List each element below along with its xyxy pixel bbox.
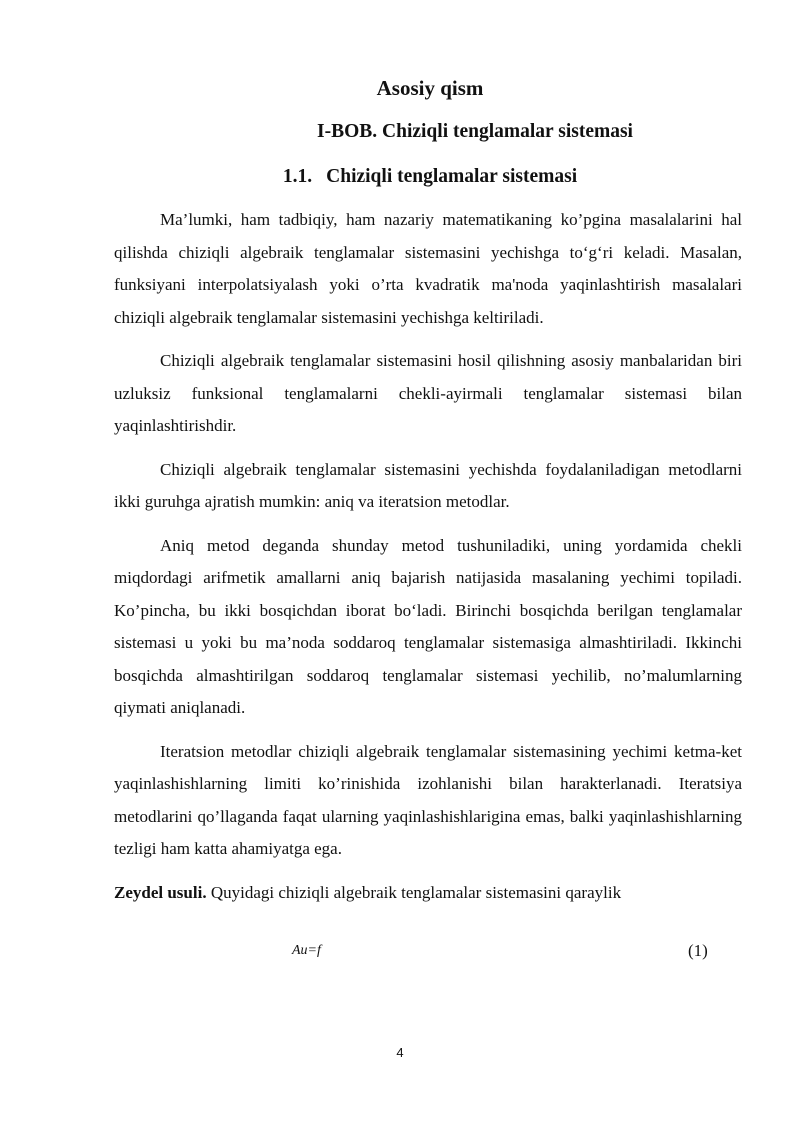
equation-number: (1) [688, 941, 708, 960]
body-text [114, 204, 742, 920]
page-number: 4 [396, 1045, 404, 1060]
formula-row [0, 939, 800, 969]
zeydel-text: Quyidagi chiziqli algebraik tenglamalar sistemasini qaraylik [206, 882, 622, 902]
zeydel-paragraph [114, 877, 742, 910]
section-heading [0, 166, 800, 188]
paragraph-3: Chiziqli algebraik tenglamalar sistemasini yechishda foydalaniladigan metodlarni ikki guruhga ajratish mumkin: aniq va iteratsion metodlar. [114, 459, 742, 511]
paragraph-1: Ma’lumki, ham tadbiqiy, ham nazariy matematikaning ko’pgina masalalarini hal qilishda chiziqli algebraik tenglamalar sistemasini yechishga to‘g‘ri keladi. Masalan, funksiyani interpolatsiyalash yoki o’rta kvadratik ma'noda yaqinlashtirish masalalari chiziqli algebraik tenglamalar sistemasini yechishga keltiriladi. [114, 210, 742, 327]
paragraph-5: Iteratsion metodlar chiziqli algebraik tenglamalar sistemasining yechimi ketma-ket yaqinlashishlarning limiti ko’rinishida izohlanishi bilan harakterlanadi. Iteratsiya metodlarini qo’llaganda faqat ularning yaqinlashishlarigina emas, balki yaqinlashishlarning tezligi ham katta ahamiyatga ega. [114, 741, 742, 858]
section-title: Chiziqli tenglamalar sistemasi [326, 166, 578, 187]
zeydel-label: Zeydel usuli. [114, 882, 207, 902]
section-number: 1.1. [282, 166, 313, 187]
chapter-heading: I-BOB. Chiziqli tenglamalar sistemasi [317, 121, 633, 142]
main-heading: Asosiy qism [376, 76, 484, 100]
formula-expression: Au=f [292, 943, 321, 958]
paragraph-4: Aniq metod deganda shunday metod tushuniladiki, uning yordamida chekli miqdordagi arifmetik amallarni aniq bajarish natijasida masalaning yechimi topiladi. Ko’pincha, bu ikki bosqichdan iborat bo‘ladi. Birinchi bosqichda berilgan tenglamalar sistemasi u yoki bu ma’noda soddaroq tenglamalar sistemasiga almashtiriladi. Ikkinchi bosqichda almashtirilgan soddaroq tenglamalar sistemasi yechilib, no’malumlarning qiymati aniqlanadi. [114, 535, 742, 717]
paragraph-2: Chiziqli algebraik tenglamalar sistemasini hosil qilishning asosiy manbalaridan biri uzluksiz funksional tenglamalarni chekli-ayirmali tenglamalar sistemasi bilan yaqinlashtirishdir. [114, 351, 742, 435]
